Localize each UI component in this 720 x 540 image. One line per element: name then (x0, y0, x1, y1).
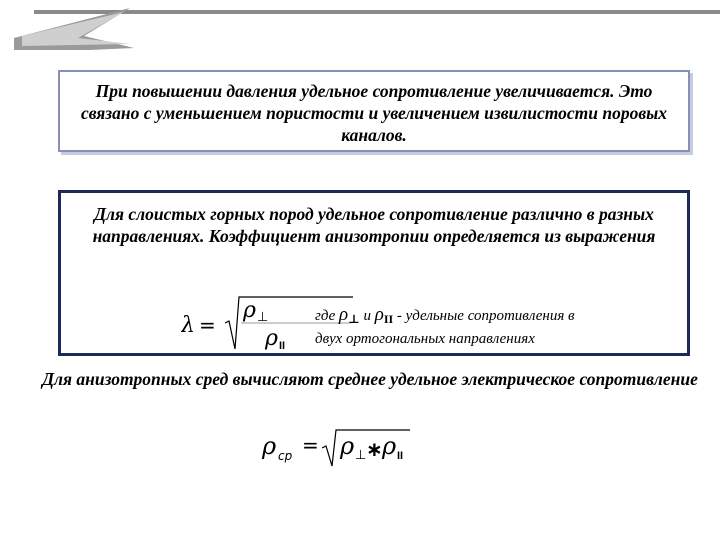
formula-rho-denominator: ρ (265, 326, 278, 351)
formula2-rho-avg: ρ (262, 432, 277, 460)
anisotropy-box (58, 190, 690, 356)
average-resistivity-formula (260, 426, 440, 476)
pressure-note-text: При повышении давления удельное сопротивление увеличивается. Это связано с уменьшением пористости и увеличением извилистости поровых каналов. (80, 81, 668, 145)
legend-suffix: - удельные сопротивления в (396, 308, 575, 324)
legend-and: и (363, 308, 371, 324)
pressure-note-box (58, 70, 690, 152)
anisotropy-text: Для слоистых горных пород удельное сопротивление различно в разных направлениях. Коэффициент анизотропии определяется из выражения (92, 204, 656, 246)
formula-perp-sub: ⊥ (257, 310, 269, 325)
formula2-perp-sub: ⊥ (355, 448, 367, 463)
formula2-avg-sub: ср (278, 449, 293, 463)
average-resistivity-text: Для анизотропных сред вычисляют среднее удельное электрическое сопротивление (42, 369, 698, 389)
legend-rho-par: ρ (374, 304, 384, 325)
legend-perp-sub: ⊥ (348, 312, 360, 326)
formula2-times: ∗ (366, 437, 383, 461)
formula2-parallel-sub: II (397, 450, 404, 462)
legend-where: где (315, 308, 336, 324)
formula2-rho-perp: ρ (340, 432, 355, 460)
legend-rho-perp: ρ (339, 304, 349, 325)
formula-lambda: λ (181, 313, 195, 338)
formula-equals: = (199, 313, 216, 337)
slide-logo (0, 0, 720, 60)
formula-legend (315, 305, 675, 349)
top-rule (34, 10, 720, 14)
legend-line2: двух ортогональных направлениях (315, 331, 535, 347)
formula-rho-numerator: ρ (243, 298, 256, 323)
formula2-rho-par: ρ (382, 432, 397, 460)
legend-par-sub: II (383, 312, 394, 326)
formula2-equals: = (302, 433, 319, 457)
logo-shape-front (22, 12, 130, 46)
formula-parallel-sub: II (279, 340, 286, 352)
